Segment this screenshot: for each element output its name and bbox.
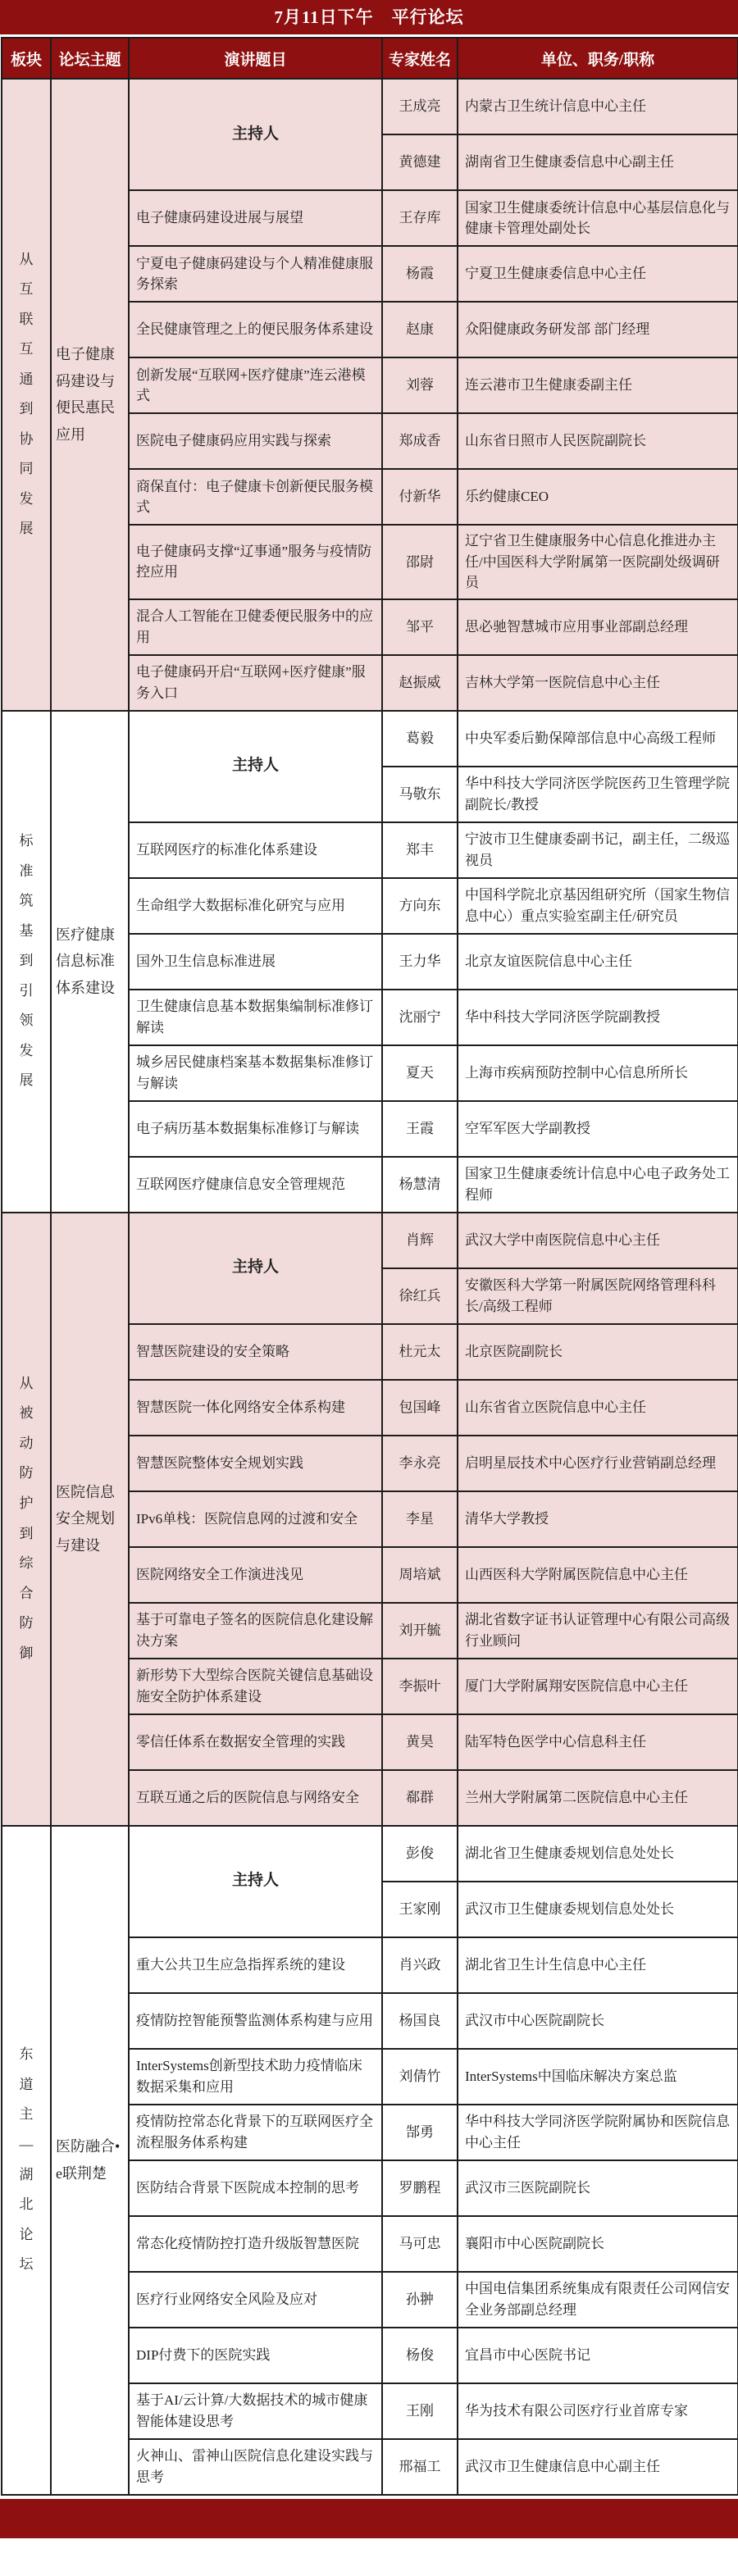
- expert-name: 郑丰: [382, 822, 458, 878]
- talk-title: 混合人工智能在卫健委便民服务中的应用: [129, 599, 382, 655]
- talk-title: 电子健康码建设进展与展望: [129, 190, 382, 246]
- talk-title: 医防结合背景下医院成本控制的思考: [129, 2160, 382, 2216]
- page-title: 7月11日下午 平行论坛: [0, 0, 738, 34]
- expert-org: 北京友谊医院信息中心主任: [458, 934, 738, 990]
- forum-block-cell: [2, 1826, 51, 2495]
- expert-org: 兰州大学附属第二医院信息中心主任: [458, 1770, 738, 1826]
- host-label: 主持人: [129, 1213, 382, 1324]
- host-label: 主持人: [129, 79, 382, 190]
- expert-name: 肖兴政: [382, 1937, 458, 1993]
- host-label: 主持人: [129, 1826, 382, 1937]
- expert-name: 郗群: [382, 1770, 458, 1826]
- forum-theme-cell: 电子健康码建设与便民惠民应用: [51, 79, 129, 711]
- expert-org: 武汉市卫生健康委规划信息处处长: [458, 1882, 738, 1937]
- expert-org: 宁波市卫生健康委副书记，副主任，二级巡视员: [458, 822, 738, 878]
- expert-org: 吉林大学第一医院信息中心主任: [458, 655, 738, 711]
- expert-name: 杨慧清: [382, 1157, 458, 1213]
- col-header-talk-title: 演讲题目: [129, 38, 382, 79]
- expert-name: 马敬东: [382, 767, 458, 822]
- talk-title: 城乡居民健康档案基本数据集标准修订与解读: [129, 1045, 382, 1101]
- forum-block-cell: [2, 79, 51, 711]
- footer-band: [0, 2499, 738, 2538]
- table-row: [2, 79, 738, 134]
- expert-name: 王存库: [382, 190, 458, 246]
- expert-org: 武汉市中心医院副院长: [458, 1993, 738, 2049]
- expert-name: 王家刚: [382, 1882, 458, 1937]
- talk-title: 创新发展“互联网+医疗健康”连云港模式: [129, 357, 382, 413]
- expert-name: 方向东: [382, 878, 458, 934]
- expert-name: 马可忠: [382, 2216, 458, 2272]
- talk-title: 生命组学大数据标准化研究与应用: [129, 878, 382, 934]
- expert-org: 武汉市三医院副院长: [458, 2160, 738, 2216]
- expert-org: 众阳健康政务研发部 部门经理: [458, 302, 738, 357]
- talk-title: 疫情防控常态化背景下的互联网医疗全流程服务体系构建: [129, 2105, 382, 2160]
- expert-org: 湖南省卫生健康委信息中心副主任: [458, 134, 738, 190]
- expert-org: 北京医院副院长: [458, 1324, 738, 1380]
- col-header-org-title: 单位、职务/职称: [458, 38, 738, 79]
- expert-name: 王刚: [382, 2383, 458, 2439]
- expert-org: 襄阳市中心医院副院长: [458, 2216, 738, 2272]
- expert-name: 黄德建: [382, 134, 458, 190]
- expert-name: 赵振威: [382, 655, 458, 711]
- expert-org: 国家卫生健康委统计信息中心基层信息化与健康卡管理处副处长: [458, 190, 738, 246]
- talk-title: 互联网医疗健康信息安全管理规范: [129, 1157, 382, 1213]
- expert-name: 刘倩竹: [382, 2049, 458, 2105]
- expert-org: 山西医科大学附属医院信息中心主任: [458, 1547, 738, 1603]
- talk-title: 医疗行业网络安全风险及应对: [129, 2272, 382, 2328]
- header-row: [2, 38, 738, 79]
- talk-title: 卫生健康信息基本数据集编制标准修订解读: [129, 990, 382, 1045]
- expert-org: 华中科技大学同济医学院副教授: [458, 990, 738, 1045]
- forum-theme-cell: 医疗健康信息标准体系建设: [51, 711, 129, 1213]
- expert-org: 国家卫生健康委统计信息中心电子政务处工程师: [458, 1157, 738, 1213]
- talk-title: 新形势下大型综合医院关键信息基础设施安全防护体系建设: [129, 1659, 382, 1714]
- host-label: 主持人: [129, 711, 382, 822]
- expert-name: 包国峰: [382, 1380, 458, 1436]
- forum-block-cell-text: 从互联互通到协同发展: [19, 251, 34, 537]
- expert-org: 华为技术有限公司医疗行业首席专家: [458, 2383, 738, 2439]
- expert-org: 湖北省卫生计生信息中心主任: [458, 1937, 738, 1993]
- expert-name: 李永亮: [382, 1436, 458, 1491]
- talk-title: 智慧医院建设的安全策略: [129, 1324, 382, 1380]
- expert-org: 武汉市卫生健康信息中心副主任: [458, 2439, 738, 2495]
- expert-org: 内蒙古卫生统计信息中心主任: [458, 79, 738, 134]
- expert-name: 彭俊: [382, 1826, 458, 1882]
- expert-name: 李星: [382, 1491, 458, 1547]
- expert-name: 沈丽宁: [382, 990, 458, 1045]
- talk-title: 重大公共卫生应急指挥系统的建设: [129, 1937, 382, 1993]
- expert-org: 华中科技大学同济医学院医药卫生管理学院副院长/教授: [458, 767, 738, 822]
- expert-org: 中央军委后勤保障部信息中心高级工程师: [458, 711, 738, 767]
- expert-org: 清华大学教授: [458, 1491, 738, 1547]
- expert-name: 王力华: [382, 934, 458, 990]
- talk-title: 电子健康码支撑“辽事通”服务与疫情防控应用: [129, 525, 382, 599]
- talk-title: 火神山、雷神山医院信息化建设实践与思考: [129, 2439, 382, 2495]
- expert-org: 中国电信集团系统集成有限责任公司网信安全业务部副总经理: [458, 2272, 738, 2328]
- expert-name: 邢福工: [382, 2439, 458, 2495]
- talk-title: 零信任体系在数据安全管理的实践: [129, 1714, 382, 1770]
- expert-org: 湖北省卫生健康委规划信息处处长: [458, 1826, 738, 1882]
- talk-title: 医院电子健康码应用实践与探索: [129, 413, 382, 469]
- forum-theme-cell: 医院信息安全规划与建设: [51, 1213, 129, 1826]
- expert-org: InterSystems中国临床解决方案总监: [458, 2049, 738, 2105]
- expert-name: 杨国良: [382, 1993, 458, 2049]
- expert-name: 邵尉: [382, 525, 458, 599]
- expert-name: 周培斌: [382, 1547, 458, 1603]
- talk-title: IPv6单栈：医院信息网的过渡和安全: [129, 1491, 382, 1547]
- talk-title: 商保直付：电子健康卡创新便民服务模式: [129, 469, 382, 525]
- talk-title: 宁夏电子健康码建设与个人精准健康服务探索: [129, 246, 382, 302]
- expert-name: 孙翀: [382, 2272, 458, 2328]
- talk-title: 智慧医院整体安全规划实践: [129, 1436, 382, 1491]
- talk-title: 电子健康码开启“互联网+医疗健康”服务入口: [129, 655, 382, 711]
- table-row: [2, 1826, 738, 1882]
- forum-block-cell: [2, 711, 51, 1213]
- expert-org: 乐约健康CEO: [458, 469, 738, 525]
- col-header-expert-name: 专家姓名: [382, 38, 458, 79]
- expert-name: 李振叶: [382, 1659, 458, 1714]
- talk-title: 全民健康管理之上的便民服务体系建设: [129, 302, 382, 357]
- forum-block-cell-text: 从被动防护到综合防御: [19, 1375, 34, 1661]
- talk-title: 医院网络安全工作演进浅见: [129, 1547, 382, 1603]
- expert-name: 杨霞: [382, 246, 458, 302]
- col-header-theme: 论坛主题: [51, 38, 129, 79]
- expert-org: 陆军特色医学中心信息科主任: [458, 1714, 738, 1770]
- talk-title: 基于AI/云计算/大数据技术的城市健康智能体建设思考: [129, 2383, 382, 2439]
- forum-theme-cell: 医防融合•e联荆楚: [51, 1826, 129, 2495]
- expert-org: 辽宁省卫生健康服务中心信息化推进办主任/中国医科大学附属第一医院副处级调研员: [458, 525, 738, 599]
- expert-name: 刘蓉: [382, 357, 458, 413]
- expert-name: 赵康: [382, 302, 458, 357]
- expert-name: 王霞: [382, 1101, 458, 1157]
- talk-title: InterSystems创新型技术助力疫情临床数据采集和应用: [129, 2049, 382, 2105]
- expert-name: 黄昊: [382, 1714, 458, 1770]
- talk-title: 电子病历基本数据集标准修订与解读: [129, 1101, 382, 1157]
- expert-name: 刘开毓: [382, 1603, 458, 1659]
- agenda-table: [1, 37, 738, 2496]
- expert-org: 思必驰智慧城市应用事业部副总经理: [458, 599, 738, 655]
- expert-org: 空军军医大学副教授: [458, 1101, 738, 1157]
- expert-org: 武汉大学中南医院信息中心主任: [458, 1213, 738, 1268]
- forum-block-cell-text: 标准筑基到引领发展: [19, 833, 34, 1089]
- expert-name: 罗鹏程: [382, 2160, 458, 2216]
- expert-name: 王成亮: [382, 79, 458, 134]
- talk-title: 智慧医院一体化网络安全体系构建: [129, 1380, 382, 1436]
- expert-org: 湖北省数字证书认证管理中心有限公司高级行业顾问: [458, 1603, 738, 1659]
- expert-org: 宜昌市中心医院书记: [458, 2328, 738, 2383]
- talk-title: 基于可靠电子签名的医院信息化建设解决方案: [129, 1603, 382, 1659]
- expert-name: 肖辉: [382, 1213, 458, 1268]
- forum-block-cell: [2, 1213, 51, 1826]
- expert-org: 山东省省立医院信息中心主任: [458, 1380, 738, 1436]
- expert-org: 山东省日照市人民医院副院长: [458, 413, 738, 469]
- expert-org: 安徽医科大学第一附属医院网络管理科科长/高级工程师: [458, 1268, 738, 1324]
- talk-title: 常态化疫情防控打造升级版智慧医院: [129, 2216, 382, 2272]
- talk-title: DIP付费下的医院实践: [129, 2328, 382, 2383]
- forum-block-cell-text: 东道主—湖北论坛: [19, 2046, 34, 2273]
- col-header-block: 板块: [2, 38, 51, 79]
- expert-name: 杨俊: [382, 2328, 458, 2383]
- expert-name: 邹平: [382, 599, 458, 655]
- expert-name: 夏天: [382, 1045, 458, 1101]
- table-row: [2, 1213, 738, 1268]
- expert-org: 宁夏卫生健康委信息中心主任: [458, 246, 738, 302]
- expert-name: 杜元太: [382, 1324, 458, 1380]
- talk-title: 国外卫生信息标准进展: [129, 934, 382, 990]
- expert-name: 付新华: [382, 469, 458, 525]
- expert-org: 中国科学院北京基因组研究所（国家生物信息中心）重点实验室副主任/研究员: [458, 878, 738, 934]
- expert-org: 华中科技大学同济医学院附属协和医院信息中心主任: [458, 2105, 738, 2160]
- expert-org: 连云港市卫生健康委副主任: [458, 357, 738, 413]
- expert-org: 上海市疾病预防控制中心信息所所长: [458, 1045, 738, 1101]
- expert-name: 徐红兵: [382, 1268, 458, 1324]
- expert-org: 厦门大学附属翔安医院信息中心主任: [458, 1659, 738, 1714]
- expert-name: 葛毅: [382, 711, 458, 767]
- talk-title: 互联网医疗的标准化体系建设: [129, 822, 382, 878]
- talk-title: 疫情防控智能预警监测体系构建与应用: [129, 1993, 382, 2049]
- expert-name: 郑成香: [382, 413, 458, 469]
- expert-name: 郜勇: [382, 2105, 458, 2160]
- talk-title: 互联互通之后的医院信息与网络安全: [129, 1770, 382, 1826]
- table-row: [2, 711, 738, 767]
- expert-org: 启明星辰技术中心医疗行业营销副总经理: [458, 1436, 738, 1491]
